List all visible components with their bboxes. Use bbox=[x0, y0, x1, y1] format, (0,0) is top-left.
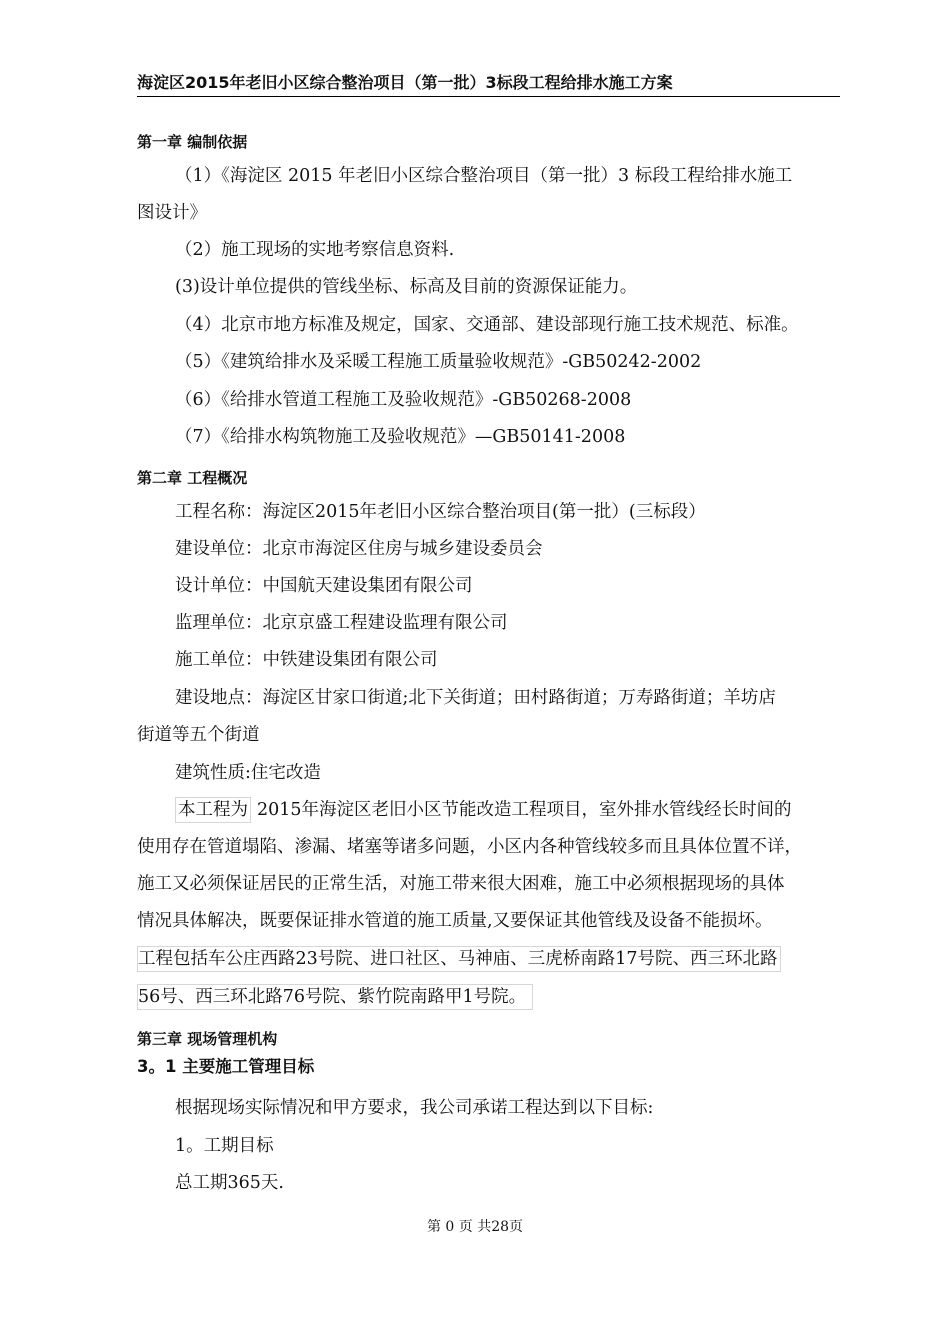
paragraph-line: 使用存在管道塌陷、渗漏、堵塞等诸多问题，小区内各种管线较多而且具体位置不详， bbox=[137, 837, 802, 857]
page-footer: 第 0 页 共28页 bbox=[426, 1219, 524, 1235]
chapter-2-heading: 第二章 工程概况 bbox=[137, 469, 248, 487]
chapter-3-heading: 第三章 现场管理机构 bbox=[137, 1030, 278, 1048]
reference-item: （5）《建筑给排水及采暖工程施工质量验收规范》-GB50242-2002 bbox=[175, 352, 702, 372]
reference-item: （7）《给排水构筑物施工及验收规范》—GB50141-2008 bbox=[175, 427, 626, 447]
paragraph-line-highlighted: 工程包括车公庄西路23号院、进口社区、马神庙、三虎桥南路17号院、西三环北路 bbox=[137, 946, 781, 972]
project-field: 建筑性质:住宅改造 bbox=[175, 763, 321, 783]
project-field: 建设地点：海淀区甘家口街道;北下关街道；田村路街道；万寿路街道；羊坊店 bbox=[175, 688, 776, 708]
paragraph-line: 情况具体解决，既要保证排水管道的施工质量,又要保证其他管线及设备不能损坏。 bbox=[137, 911, 773, 931]
page-header-title: 海淀区2015年老旧小区综合整治项目（第一批）3标段工程给排水施工方案 bbox=[137, 72, 840, 97]
reference-item: (3)设计单位提供的管线坐标、标高及目前的资源保证能力。 bbox=[175, 277, 638, 297]
project-field: 施工单位：中铁建设集团有限公司 bbox=[175, 650, 438, 670]
chapter-1-heading: 第一章 编制依据 bbox=[137, 133, 248, 151]
reference-item-continuation: 图设计》 bbox=[137, 203, 207, 223]
paragraph-line: 2015年海淀区老旧小区节能改造工程项目，室外排水管线经长时间的 bbox=[257, 800, 792, 820]
section-3-1-heading: 3。1 主要施工管理目标 bbox=[137, 1057, 315, 1076]
paragraph-line: 施工又必须保证居民的正常生活，对施工带来很大困难，施工中必须根据现场的具体 bbox=[137, 874, 785, 894]
reference-item: （1）《海淀区 2015 年老旧小区综合整治项目（第一批）3 标段工程给排水施工 bbox=[175, 166, 793, 186]
reference-item: （6）《给排水管道工程施工及验收规范》-GB50268-2008 bbox=[175, 390, 632, 410]
reference-item: （2）施工现场的实地考察信息资料. bbox=[175, 240, 455, 260]
reference-item: （4）北京市地方标准及规定，国家、交通部、建设部现行施工技术规范、标准。 bbox=[175, 315, 799, 335]
section-line: 1。工期目标 bbox=[175, 1136, 274, 1156]
project-field: 监理单位：北京京盛工程建设监理有限公司 bbox=[175, 613, 508, 633]
project-field-continuation: 街道等五个街道 bbox=[137, 725, 260, 745]
section-line: 根据现场实际情况和甲方要求，我公司承诺工程达到以下目标: bbox=[175, 1098, 654, 1118]
project-field: 设计单位：中国航天建设集团有限公司 bbox=[175, 576, 473, 596]
project-field: 建设单位：北京市海淀区住房与城乡建设委员会 bbox=[175, 539, 543, 559]
paragraph-lead-in: 本工程为 bbox=[175, 797, 251, 823]
section-line: 总工期365天. bbox=[175, 1173, 284, 1193]
project-field: 工程名称：海淀区2015年老旧小区综合整治项目(第一批）(三标段） bbox=[175, 502, 706, 522]
paragraph-line-highlighted: 56号、西三环北路76号院、紫竹院南路甲1号院。 bbox=[137, 984, 533, 1010]
